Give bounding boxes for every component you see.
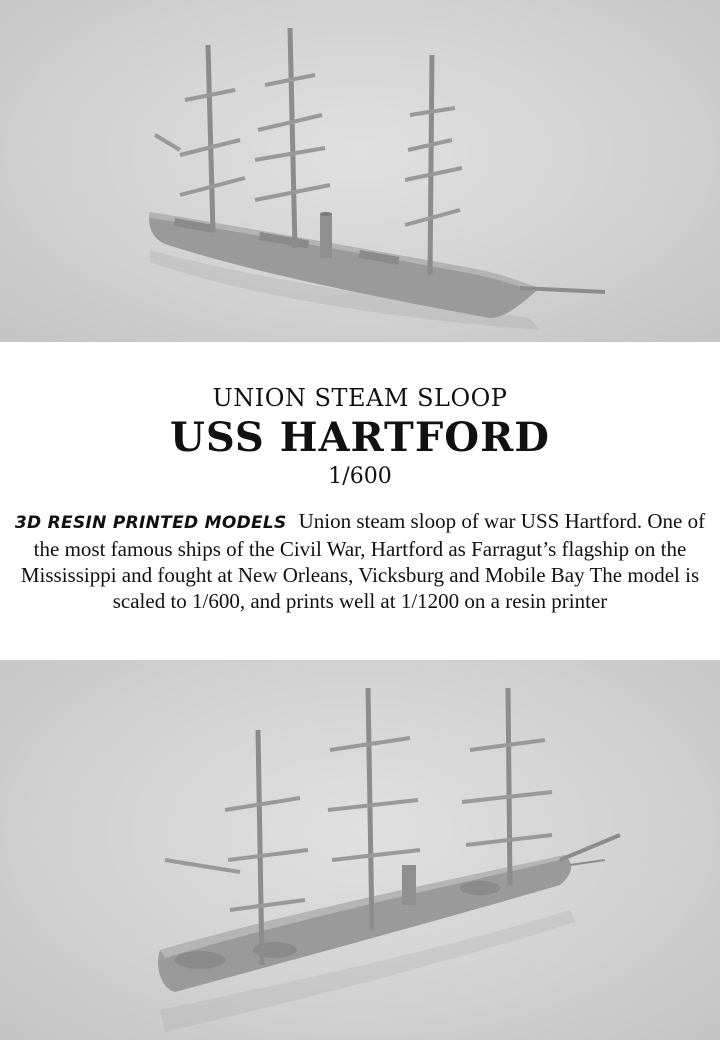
top-ship-render <box>0 0 720 342</box>
model-scale: 1/600 <box>328 464 392 489</box>
bottom-ship-render <box>0 660 720 1040</box>
ship-class-subtitle: UNION STEAM SLOOP <box>212 384 508 412</box>
ship-name-title: USS HARTFORD <box>169 414 550 461</box>
product-description <box>10 508 710 614</box>
resin-models-badge: 3D RESIN PRINTED MODELS <box>14 513 287 533</box>
description-text: Union steam sloop of war USS Hartford. One of the most famous ships of the Civil War, Hartford as Farragut’s flagship on the Mississippi and fought at New Orleans, Vicksburg and Mobile Bay The model is scaled to 1/600, and prints well at 1/1200 on a resin printer <box>20 509 706 613</box>
product-info-panel <box>0 342 720 660</box>
ship-model-angled-view <box>0 660 720 1040</box>
ship-model-side-view <box>0 0 720 342</box>
